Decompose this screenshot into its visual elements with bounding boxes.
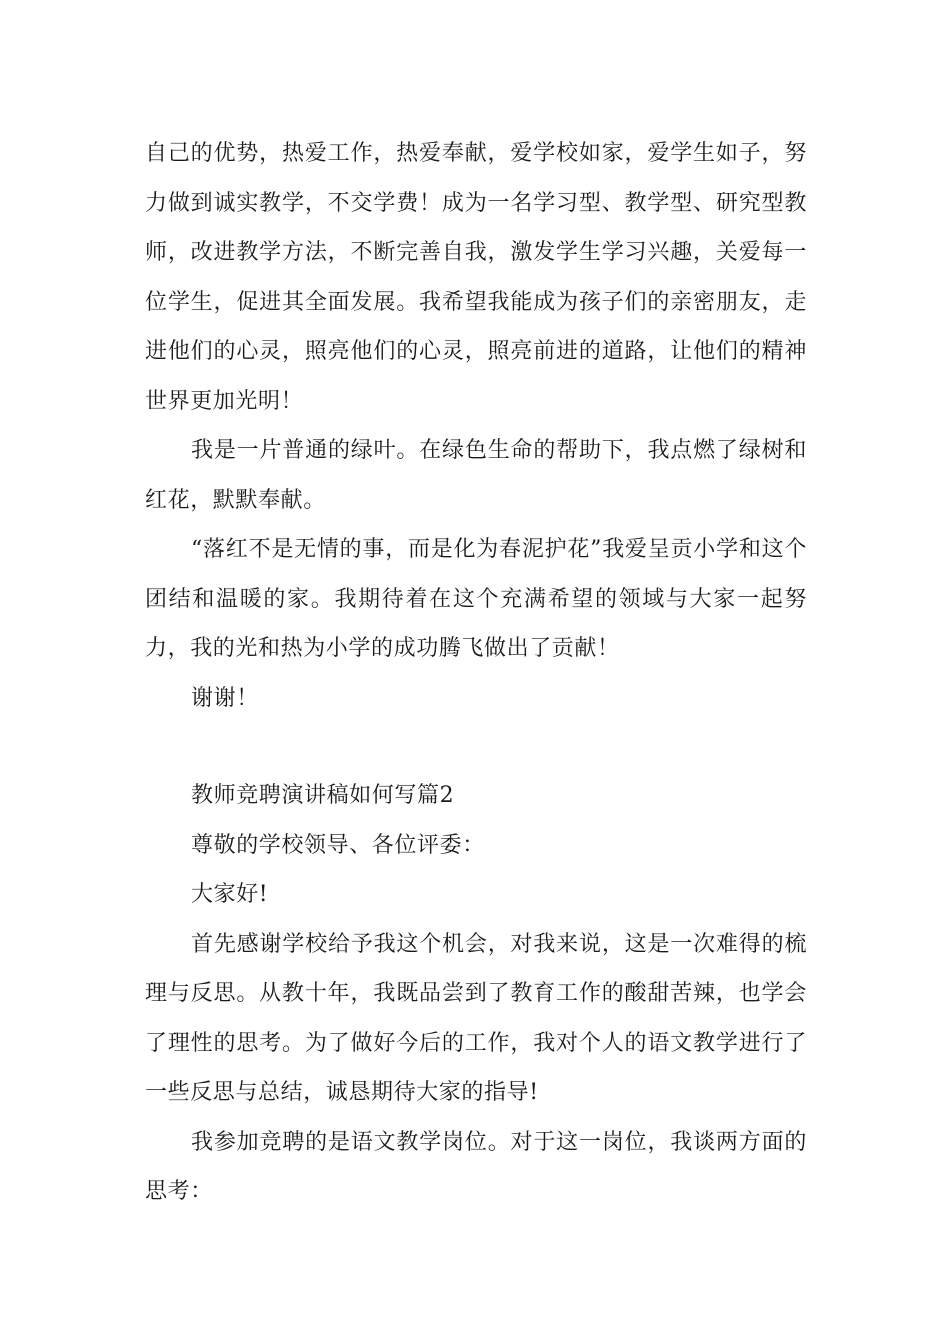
section-spacer <box>145 723 807 771</box>
section-title: 教师竞聘演讲稿如何写篇2 <box>191 783 455 808</box>
paragraph-green-leaf: 我是一片普通的绿叶。在绿色生命的帮助下，我点燃了绿树和红花，默默奉献。 <box>145 438 807 513</box>
document-body <box>145 129 807 1217</box>
paragraph-greeting: 大家好! <box>191 882 269 907</box>
paragraph-thanks: 谢谢！ <box>191 685 259 711</box>
paragraph-reflection: 首先感谢学校给予我这个机会，对我来说，这是一次难得的梳理与反思。从教十年，我既品尝到了教育工作的酸甜苦辣，也学会了理性的思考。为了做好今后的工作，我对个人的语文教学进行了一些反思与总结，诚恳期待大家的指导! <box>145 931 807 1105</box>
paragraph-continuation: 自己的优势，热爱工作，热爱奉献，爱学校如家，爱学生如子，努力做到诚实教学，不交学费！成为一名学习型、教学型、研究型教师，改进教学方法，不断完善自我，激发学生学习兴趣，关爱每一位学生，促进其全面发展。我希望我能成为孩子们的亲密朋友，走进他们的心灵，照亮他们的心灵，照亮前进的道路，让他们的精神世界更加光明！ <box>145 141 807 414</box>
paragraph-salutation: 尊敬的学校领导、各位评委： <box>191 832 485 858</box>
paragraph-position: 我参加竞聘的是语文教学岗位。对于这一岗位，我谈两方面的思考： <box>145 1129 807 1204</box>
paragraph-closing-quote: “落红不是无情的事，而是化为春泥护花”我爱呈贡小学和这个团结和温暖的家。我期待着在这个充满希望的领域与大家一起努力，我的光和热为小学的成功腾飞做出了贡献！ <box>145 537 807 661</box>
